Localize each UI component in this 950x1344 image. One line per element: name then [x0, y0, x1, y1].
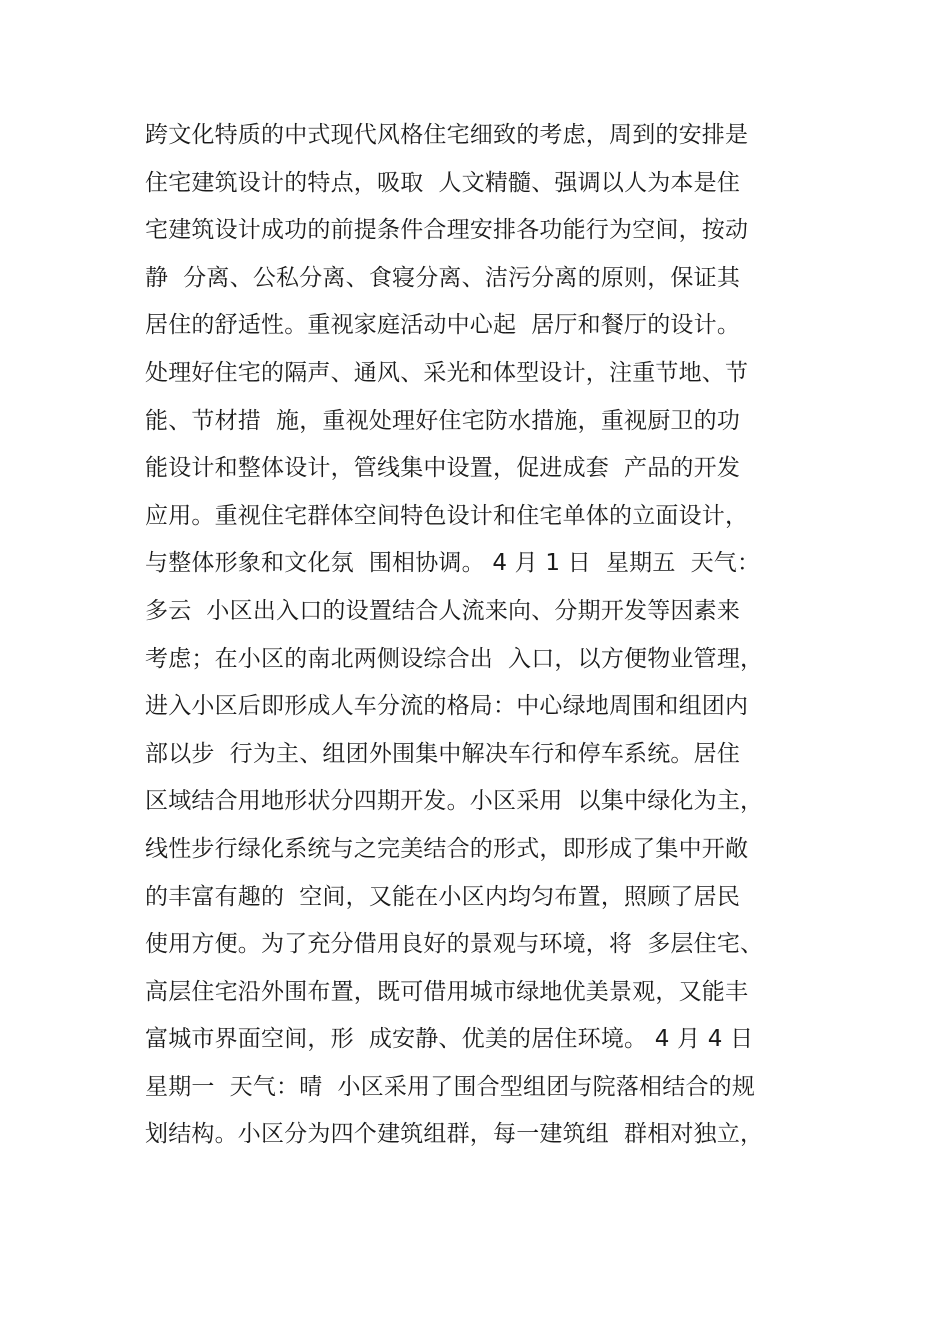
text-line: 部以步 行为主、组团外围集中解决车行和停车系统。居住 — [145, 740, 741, 767]
body-text — [145, 112, 825, 1159]
text-line: 居住的舒适性。重视家庭活动中心起 居厅和餐厅的设计。 — [145, 312, 741, 339]
text-line: 区域结合用地形状分四期开发。小区采用 以集中绿化为主， — [145, 788, 764, 815]
text-line: 应用。重视住宅群体空间特色设计和住宅单体的立面设计， — [145, 502, 749, 529]
text-line: 富城市界面空间，形 成安静、优美的居住环境。 4 月 4 日 — [145, 1026, 754, 1053]
text-line: 进入小区后即形成人车分流的格局：中心绿地周围和组团内 — [145, 693, 749, 720]
text-line: 静 分离、公私分离、食寝分离、洁污分离的原则，保证其 — [145, 264, 741, 291]
text-line: 跨文化特质的中式现代风格住宅细致的考虑，周到的安排是 — [145, 122, 749, 148]
text-line: 与整体形象和文化氛 围相协调。 4 月 1 日 星期五 天气： — [145, 550, 761, 577]
text-line: 多云 小区出入口的设置结合人流来向、分期开发等因素来 — [145, 597, 741, 624]
text-line: 住宅建筑设计的特点，吸取 人文精髓、强调以人为本是住 — [145, 169, 741, 196]
text-line: 处理好住宅的隔声、通风、采光和体型设计，注重节地、节 — [145, 359, 749, 386]
text-line: 星期一 天气：晴 小区采用了围合型组团与院落相结合的规 — [145, 1073, 756, 1100]
text-line: 使用方便。为了充分借用良好的景观与环境，将 多层住宅、 — [145, 931, 764, 958]
text-line: 考虑；在小区的南北两侧设综合出 入口，以方便物业管理， — [145, 645, 764, 672]
text-line: 宅建筑设计成功的前提条件合理安排各功能行为空间，按动 — [145, 217, 749, 244]
text-line: 能、节材措 施，重视处理好住宅防水措施，重视厨卫的功 — [145, 407, 741, 434]
text-line: 划结构。小区分为四个建筑组群，每一建筑组 群相对独立， — [145, 1121, 764, 1148]
text-line: 线性步行绿化系统与之完美结合的形式，即形成了集中开敞 — [145, 835, 749, 862]
text-line: 高层住宅沿外围布置，既可借用城市绿地优美景观，又能丰 — [145, 978, 749, 1005]
text-line: 能设计和整体设计，管线集中设置，促进成套 产品的开发 — [145, 455, 741, 482]
text-line: 的丰富有趣的 空间，又能在小区内均匀布置，照顾了居民 — [145, 883, 741, 910]
